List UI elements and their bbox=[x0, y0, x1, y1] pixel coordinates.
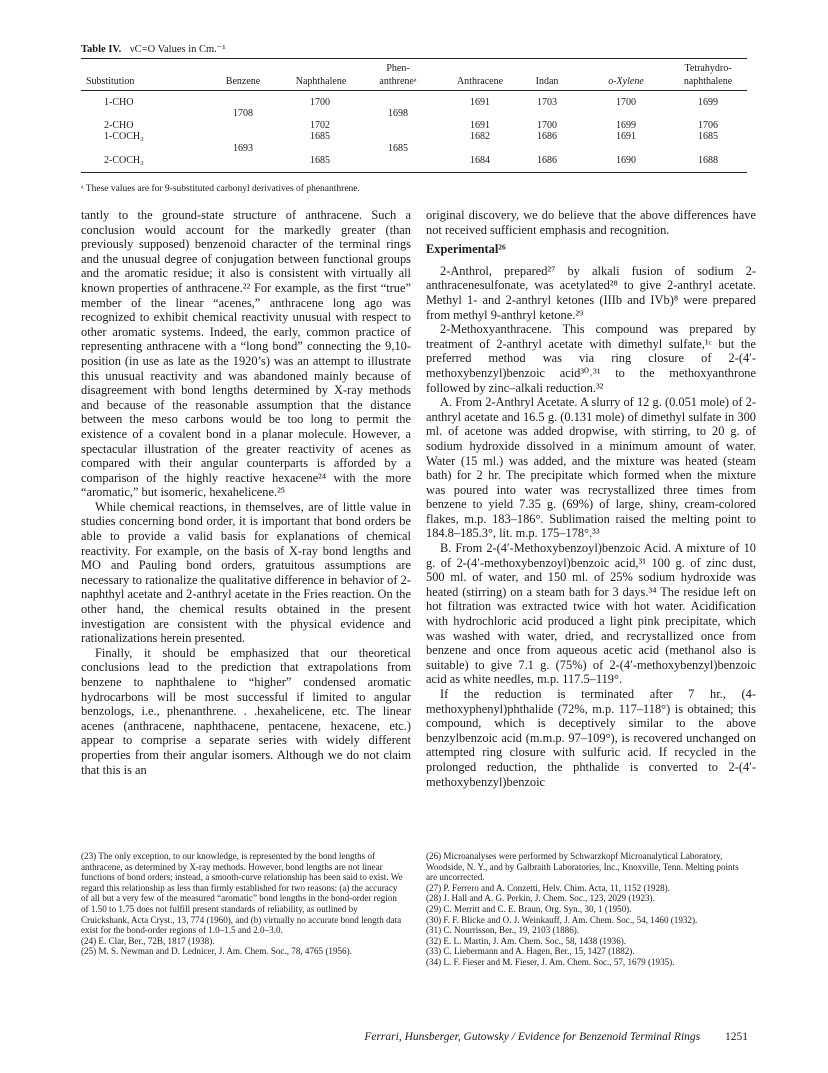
running-citation: Ferrari, Hunsberger, Gutowsky / Evidence for Benzenoid Terminal Rings bbox=[364, 1031, 701, 1043]
table-header-rule bbox=[81, 90, 747, 91]
cell-indan-r3: 1686 bbox=[537, 131, 557, 142]
cell-tetra-r2: 1706 bbox=[698, 120, 718, 131]
cell-sub-r1: 1-CHO bbox=[104, 97, 134, 108]
cell-anth-r4: 1684 bbox=[470, 155, 490, 166]
references-left bbox=[81, 851, 403, 957]
header-substitution: Substitution bbox=[86, 76, 135, 87]
cell-naph-r2: 1702 bbox=[310, 120, 330, 131]
reference-28: (28) J. Hall and A. G. Perkin, J. Chem. Soc., 123, 2029 (1923). bbox=[426, 893, 655, 904]
cell-indan-r1: 1703 bbox=[537, 97, 557, 108]
cell-indan-r4: 1686 bbox=[537, 155, 557, 166]
references-right bbox=[426, 851, 748, 968]
cell-oxy-r4: 1690 bbox=[616, 155, 636, 166]
table-bottom-rule bbox=[81, 172, 747, 173]
table-footnote: ᵃ These values are for 9-substituted carbonyl derivatives of phenanthrene. bbox=[81, 184, 360, 194]
cell-naph-r1: 1700 bbox=[310, 97, 330, 108]
left-paragraph-3: Finally, it should be emphasized that our theoretical conclusions lead to the prediction that extrapolations from benzene to naphthalene to “higher” condensed aromatic hydrocarbons will be most successful if limited to angular benzologs, i.e., phenanthrene. . .hexahelicene, etc. The linear acenes (anthracene, naphthacene, pentacene, hexacene, etc.) appear to comprise a separate series with widely different properties from their angular isomers. Although we do not claim that this is an bbox=[81, 645, 411, 777]
cell-tetra-r3: 1685 bbox=[698, 131, 718, 142]
header-indan: Indan bbox=[535, 76, 559, 87]
right-paragraph-4: A. From 2-Anthryl Acetate. A slurry of 12 g. (0.051 mole) of 2-anthryl acetate and 16.5 g. (0.131 mole) of dimethyl sulfate in 300 ml. of acetone was added dropwise, with stirring, to 20 g. of sodium hydroxide dissolved in a minimum amount of water. Water (15 ml.) was added, and the mixture was heated (steam bath) for 2 hr. The precipitate which formed when the mixture was poured into water was recrystallized three times from benzene to yield 7.35 g. (69%) of large, shiny, cream-colored flakes, m.p. 183–186°. Sublimation raised the melting point to 184.8–185.3°, lit. m.p. 175–178°.³³ bbox=[426, 395, 756, 541]
left-paragraph-2: While chemical reactions, in themselves, are of little value in studies concerning bond order, it is important that bond orders be able to provide a valid basis for explanations of chemical reactivity. For example, on the basis of X-ray bond lengths and MO and Pauling bond orders, gratuitous assumptions are necessary to rationalize the qualitative difference in behavior of 2-naphthyl acetate and 2-anthryl acetate in the Fries reaction. On the other hand, the chemical results obtained in the present investigation are consistent with the physical evidence and rationalizations herein presented. bbox=[81, 499, 411, 646]
header-tetra-line2: naphthalene bbox=[683, 76, 733, 87]
experimental-heading: Experimental²⁶ bbox=[426, 242, 506, 257]
table-caption bbox=[81, 43, 226, 55]
table-label: Table IV. bbox=[81, 44, 122, 55]
cell-anth-r2: 1691 bbox=[470, 120, 490, 131]
reference-31: (31) C. Nourrisson, Ber., 19, 2103 (1886). bbox=[426, 925, 580, 936]
cell-sub-r2: 2-CHO bbox=[104, 120, 134, 131]
header-naphthalene: Naphthalene bbox=[295, 76, 347, 87]
right-paragraph-6: If the reduction is terminated after 7 hr., (4-methoxyphenyl)phthalide (72%, m.p. 117–118°) is obtained; this compound, which is deceptively similar to the above benzylbenzoic acid (m.m.p. 97–109°), is recovered unchanged on attempted ring closure with sulfuric acid. If recycled in the prolonged reduction, the phthalide is converted to 2-(4′-methoxybenzyl)benzoic bbox=[426, 687, 756, 789]
right-paragraph-2: 2-Anthrol, prepared²⁷ by alkali fusion of sodium 2-anthracenesulfonate, was acetylated²⁸ to give 2-anthryl acetate. Methyl 1- and 2-anthryl ketones (IIIb and IVb)⁸ were prepared from methyl 9-anthryl ketone.²⁹ bbox=[426, 263, 756, 322]
reference-34: (34) L. F. Fieser and M. Fieser, J. Am. Chem. Soc., 57, 1679 (1935). bbox=[426, 956, 675, 967]
cell-oxy-r1: 1700 bbox=[616, 97, 636, 108]
reference-25: (25) M. S. Newman and D. Lednicer, J. Am. Chem. Soc., 78, 4765 (1956). bbox=[81, 946, 352, 957]
cell-anth-r1: 1691 bbox=[470, 97, 490, 108]
page-number: 1251 bbox=[725, 1031, 748, 1043]
cell-sub-r4: 2-COCH₃ bbox=[104, 155, 144, 166]
table-top-rule bbox=[81, 58, 747, 59]
right-column bbox=[426, 208, 756, 789]
cell-sub-r3: 1-COCH₃ bbox=[104, 131, 144, 142]
cell-benz-r3: 1693 bbox=[233, 143, 253, 154]
cell-tetra-r1: 1699 bbox=[698, 97, 718, 108]
header-tetra-line1: Tetrahydro- bbox=[684, 63, 732, 74]
reference-33: (33) C. Liebermann and A. Hagen, Ber., 15, 1427 (1882). bbox=[426, 946, 635, 957]
reference-29: (29) C. Merritt and C. E. Braun, Org. Syn., 30, 1 (1950). bbox=[426, 903, 632, 914]
reference-23: (23) The only exception, to our knowledge, is represented by the bond lengths of anthracene, as determined by X-ray methods. However, bond lengths are not linear functions of bond orders; instead, a smooth-curve relationship has been said to exist. We regard this relationship as less than firmly established for two reasons: (a) the accuracy of all but a very few of the measured “aromatic” bond lengths in the bond-order region of 1.50 to 1.75 does not fulfill present standards of reliability, as outlined by Cruickshank, Acta Cryst., 13, 774 (1960), and (b) virtually no accurate bond length data exist for the bond-order regions of 1.0–1.5 and 2.0–3.0. bbox=[81, 851, 403, 936]
cell-naph-r4: 1685 bbox=[310, 155, 330, 166]
cell-indan-r2: 1700 bbox=[537, 120, 557, 131]
cell-oxy-r2: 1699 bbox=[616, 120, 636, 131]
reference-24: (24) E. Clar, Ber., 72B, 1817 (1938). bbox=[81, 935, 215, 946]
page-footer bbox=[270, 1031, 748, 1043]
right-paragraph-5: B. From 2-(4′-Methoxybenzoyl)benzoic Acid. A mixture of 10 g. of 2-(4′-methoxybenzoyl)benzoic acid,³¹ 100 g. of zinc dust, 500 ml. of water, and 150 ml. of 25% sodium hydroxide was heated (stirring) on a steam bath for 3 days.³⁴ The residue left on hot filtration was extracted twice with hot water. Acidification with hydrochloric acid produced a light pink precipitate, which was washed with water, dried, and recrystallized once from benzene and once from aqueous acetic acid (methanol also is suitable) to give 7.1 g. (75%) of 2-(4′-methoxybenzyl)benzoic acid as white needles, m.p. 117.5–119°. bbox=[426, 541, 756, 687]
reference-27: (27) P. Ferrero and A. Conzetti, Helv. Chim. Acta, 11, 1152 (1928). bbox=[426, 882, 670, 893]
header-anthracene: Anthracene bbox=[456, 76, 504, 87]
cell-phen-r3: 1685 bbox=[388, 143, 408, 154]
right-paragraph-1: original discovery, we do believe that the above differences have not received sufficient emphasis and recognition. bbox=[426, 208, 756, 237]
cell-naph-r3: 1685 bbox=[310, 131, 330, 142]
cell-anth-r3: 1682 bbox=[470, 131, 490, 142]
left-paragraph-1: tantly to the ground-state structure of anthracene. Such a conclusion would account for the markedly greater (than previously supposed) benzenoid character of the terminal rings and the unusual degree of conjugation between functional groups and the aromatic residue; it also is consistent with virtually all known properties of anthracene.²² For example, as the first “true” member of the linear “acenes,” anthracene long ago was recognized to exhibit chemical reactivity unusual with respect to other aromatic systems. Indeed, the early, common practice of representing anthracene with a “long bond” connecting the 9,10-position (in use as late as the 1920’s) was an attempt to illustrate this unusual reactivity and was abandoned mainly because of disagreement with bond lengths determined by X-ray methods and because of the reasonable assumption that the distance between the meso carbons would be too long to permit the existence of a covalent bond in a planar molecule. However, a spectacular illustration of the greater reactivity of acenes as compared with their angular counterparts is afforded by a comparison of the highly reactive hexacene²⁴ with the more “aromatic,” but isomeric, hexahelicene.²⁵ bbox=[81, 208, 411, 500]
right-paragraph-3: 2-Methoxyanthracene. This compound was prepared by treatment of 2-anthryl acetate with dimethyl sulfate,¹ᶜ but the preferred method was via ring closure of 2-(4′-methoxybenzyl)benzoic acid³⁰˒³¹ to the methoxyanthrone followed by zinc–alkali reduction.³² bbox=[426, 322, 756, 395]
cell-tetra-r4: 1688 bbox=[698, 155, 718, 166]
reference-30: (30) F. F. Blicke and O. J. Weinkauff, J. Am. Chem. Soc., 54, 1460 (1932). bbox=[426, 914, 698, 925]
left-column bbox=[81, 208, 411, 777]
cell-phen-r1: 1698 bbox=[388, 108, 408, 119]
table-title: νC=O Values in Cm.⁻¹ bbox=[129, 44, 226, 55]
header-benzene: Benzene bbox=[225, 76, 261, 87]
header-phenanthrene-line1: Phen- bbox=[386, 63, 410, 74]
cell-benz-r1: 1708 bbox=[233, 108, 253, 119]
reference-32: (32) E. L. Martin, J. Am. Chem. Soc., 58, 1438 (1936). bbox=[426, 935, 627, 946]
header-oxylene: o-Xylene bbox=[608, 76, 644, 87]
cell-oxy-r3: 1691 bbox=[616, 131, 636, 142]
reference-26: (26) Microanalyses were performed by Schwarzkopf Microanalytical Laboratory, Woodside, N. Y., and by Galbraith Laboratories, Inc., Knoxville, Tenn. Melting points are uncorrected. bbox=[426, 851, 739, 883]
header-phenanthrene-line2: anthreneᵃ bbox=[379, 76, 417, 87]
